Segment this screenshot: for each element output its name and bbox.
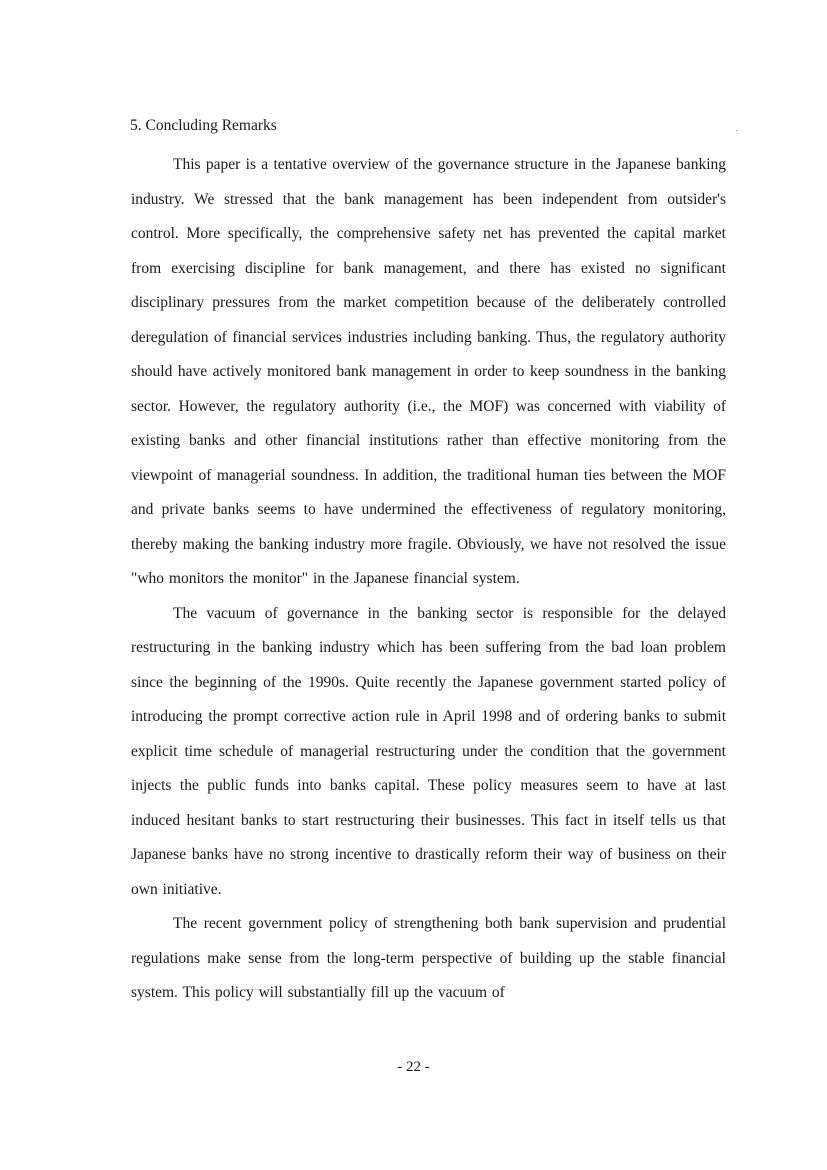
paragraph: The vacuum of governance in the banking sector is responsible for the delayed restructuring in the banking industry which has been suffering from the bad loan problem since the beginning of the 1990s. Quite recently the Japanese government started policy of introducing the prompt corrective action rule in April 1998 and of ordering banks to submit explicit time schedule of managerial restructuring under the condition that the government injects the public funds into banks capital. These policy measures seem to have at last induced hesitant banks to start restructuring their businesses. This fact in itself tells us that Japanese banks have no strong incentive to drastically reform their way of business on their own initiative. (131, 604, 726, 898)
scan-speck (736, 130, 737, 131)
page-number: - 22 - (397, 1059, 430, 1075)
section-heading: 5. Concluding Remarks (130, 117, 277, 134)
body-text (131, 148, 726, 1011)
paragraph: The recent government policy of strengthening both bank supervision and prudential regulations make sense from the long-term perspective of building up the stable financial system. This policy will substantially fill up the vacuum of (131, 915, 726, 1001)
paragraph: This paper is a tentative overview of the governance structure in the Japanese banking industry. We stressed that the bank management has been independent from outsider's control. More specifically, the comprehensive safety net has prevented the capital market from exercising discipline for bank management, and there has existed no significant disciplinary pressures from the market competition because of the deliberately controlled deregulation of financial services industries including banking. Thus, the regulatory authority should have actively monitored bank management in order to keep soundness in the banking sector. However, the regulatory authority (i.e., the MOF) was concerned with viability of existing banks and other financial institutions rather than effective monitoring from the viewpoint of managerial soundness. In addition, the traditional human ties between the MOF and private banks seems to have undermined the effectiveness of regulatory monitoring, thereby making the banking industry more fragile. Obviously, we have not resolved the issue "who monitors the monitor" in the Japanese financial system. (131, 156, 726, 587)
